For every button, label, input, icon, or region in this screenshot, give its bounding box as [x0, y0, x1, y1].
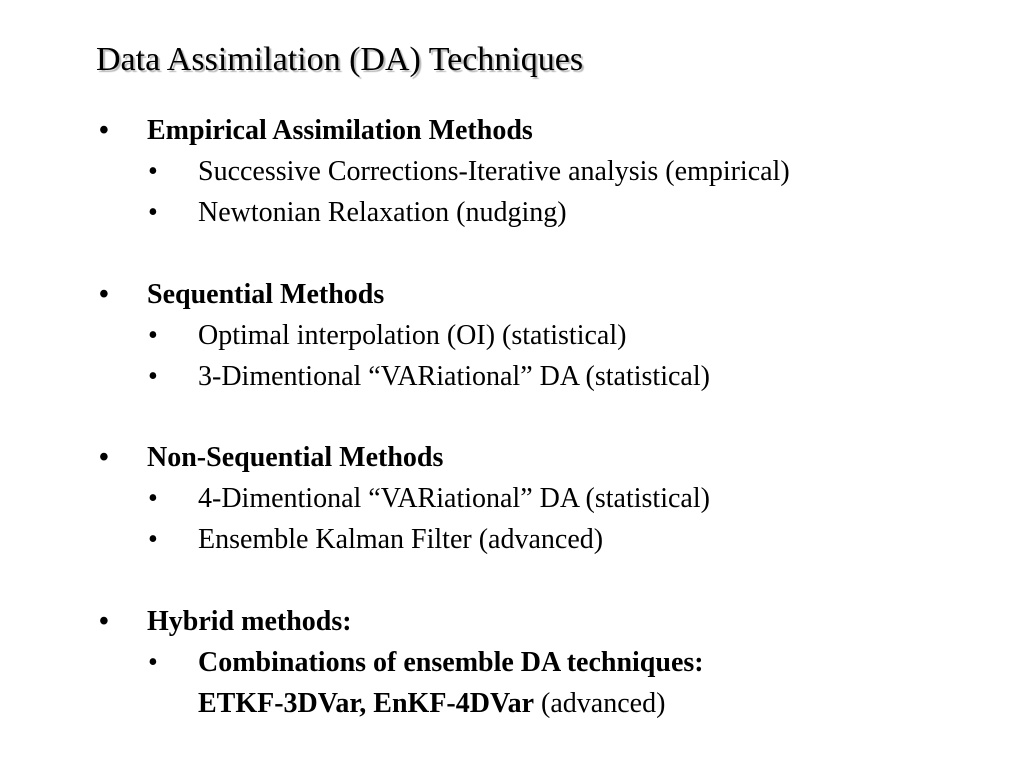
list-item-continuation [198, 687, 665, 721]
bullet-icon: • [99, 115, 109, 146]
list-item-text: Optimal interpolation (OI) (statistical) [198, 320, 627, 351]
list-item-text: Newtonian Relaxation (nudging) [198, 197, 567, 228]
bullet-icon: • [99, 442, 109, 473]
bullet-icon: • [148, 524, 158, 555]
list-item-text: 3-Dimentional “VARiational” DA (statistical) [198, 361, 710, 392]
bullet-icon: • [148, 197, 158, 228]
section-heading-hybrid [99, 605, 352, 639]
continuation-normal-text: (advanced) [534, 688, 666, 719]
list-item [148, 155, 790, 189]
section-heading-non-sequential [99, 441, 444, 475]
bullet-icon: • [148, 320, 158, 351]
list-item [148, 482, 710, 516]
bullet-icon: • [148, 483, 158, 514]
heading-text: Empirical Assimilation Methods [147, 115, 533, 146]
list-item-text: Combinations of ensemble DA techniques: [198, 647, 704, 678]
section-heading-sequential [99, 278, 385, 312]
list-item [148, 319, 627, 353]
heading-text: Hybrid methods: [147, 606, 352, 637]
list-item-text: Successive Corrections-Iterative analysis (empirical) [198, 156, 790, 187]
list-item [148, 523, 604, 557]
bullet-icon: • [99, 606, 109, 637]
bullet-icon: • [148, 156, 158, 187]
heading-text: Non-Sequential Methods [147, 442, 444, 473]
list-item-text: 4-Dimentional “VARiational” DA (statistical) [198, 483, 710, 514]
list-item [148, 646, 704, 680]
continuation-bold-text: ETKF-3DVar, EnKF-4DVar [198, 688, 535, 719]
bullet-icon: • [148, 647, 158, 678]
slide-title: Data Assimilation (DA) Techniques [96, 41, 584, 78]
list-item [148, 360, 710, 394]
list-item [148, 196, 567, 230]
section-heading-empirical [99, 114, 533, 148]
list-item-text: Ensemble Kalman Filter (advanced) [198, 524, 604, 555]
bullet-icon: • [148, 361, 158, 392]
bullet-icon: • [99, 279, 109, 310]
heading-text: Sequential Methods [147, 279, 385, 310]
